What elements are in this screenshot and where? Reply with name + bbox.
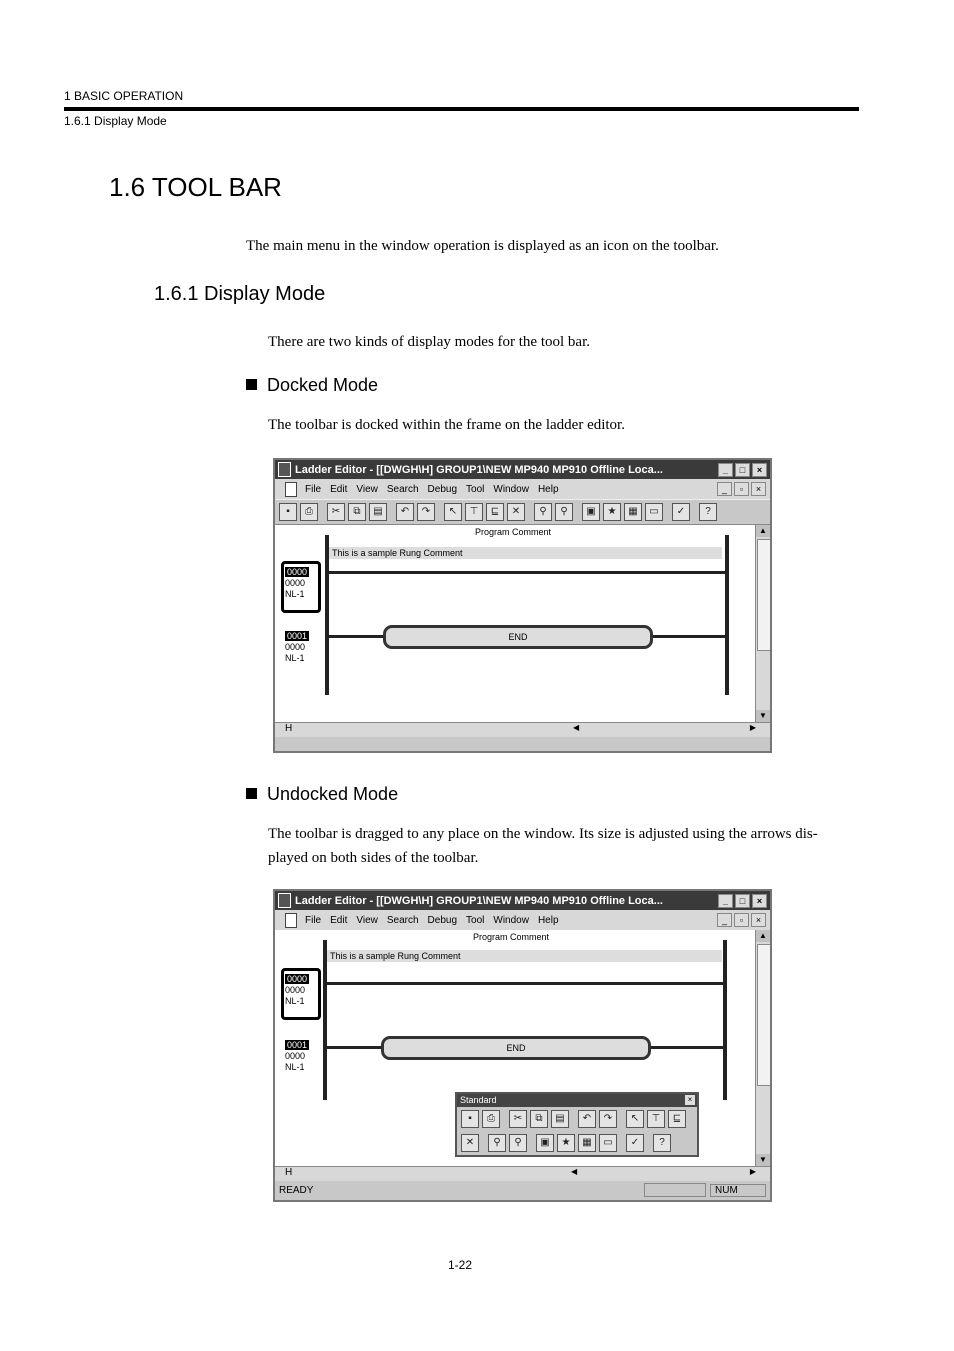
window-icon[interactable]: ▭: [599, 1134, 617, 1152]
scroll-down-icon[interactable]: ▼: [756, 710, 770, 722]
minimize-icon[interactable]: _: [718, 894, 733, 908]
scroll-left-icon[interactable]: ◀: [573, 723, 580, 732]
cut-icon[interactable]: ✂: [509, 1110, 527, 1128]
floating-toolbar-title[interactable]: Standard ×: [457, 1094, 697, 1107]
subsection-title: 1.6.1 Display Mode: [154, 283, 326, 305]
ladder-editor[interactable]: [275, 525, 770, 722]
menu-help[interactable]: Help: [537, 483, 559, 495]
program-comment: Program Comment: [473, 932, 550, 942]
insert-rung-icon[interactable]: ⊤: [465, 503, 483, 521]
menu-tool[interactable]: Tool: [466, 483, 485, 495]
star-icon[interactable]: ★: [557, 1134, 575, 1152]
replace-icon[interactable]: ⚲: [555, 503, 573, 521]
print-icon[interactable]: ⎙: [482, 1110, 500, 1128]
find-icon[interactable]: ⚲: [488, 1134, 506, 1152]
app-icon: [278, 462, 291, 477]
window-title: Ladder Editor - [[DWGH\H] GROUP1\NEW MP940 MP910 Offline Loca...: [295, 463, 663, 476]
page-title: 1.6 TOOL BAR: [109, 172, 282, 202]
copy-icon[interactable]: ⧉: [348, 503, 366, 521]
status-num: NUM: [710, 1184, 766, 1197]
redo-icon[interactable]: ↷: [599, 1110, 617, 1128]
menu-file[interactable]: File: [305, 483, 322, 495]
menu-debug[interactable]: Debug: [427, 483, 458, 495]
register-icon[interactable]: ▣: [582, 503, 600, 521]
running-header-section: 1.6.1 Display Mode: [64, 114, 167, 128]
header-rule: [64, 107, 859, 111]
status-bar: [275, 1181, 770, 1199]
subsection-paragraph: There are two kinds of display modes for the tool bar.: [268, 334, 591, 350]
menu-window[interactable]: Window: [493, 914, 529, 926]
status-ready: READY: [279, 1184, 314, 1196]
doc-minimize-icon[interactable]: _: [717, 913, 732, 927]
menu-view[interactable]: View: [356, 914, 378, 926]
left-power-rail: [325, 535, 329, 695]
undocked-heading: Undocked Mode: [246, 784, 398, 805]
rung-comment: This is a sample Rung Comment: [327, 950, 722, 962]
vertical-scrollbar[interactable]: [755, 525, 770, 722]
docked-heading: Docked Mode: [246, 375, 378, 396]
maximize-icon[interactable]: □: [735, 463, 750, 477]
save-icon[interactable]: ▪: [461, 1110, 479, 1128]
check-icon[interactable]: ✓: [672, 503, 690, 521]
pointer-icon[interactable]: ↖: [444, 503, 462, 521]
save-icon[interactable]: ▪: [279, 503, 297, 521]
undo-icon[interactable]: ↶: [396, 503, 414, 521]
scroll-thumb[interactable]: [757, 539, 771, 651]
copy-icon[interactable]: ⧉: [530, 1110, 548, 1128]
menu-search[interactable]: Search: [386, 483, 419, 495]
menu-edit[interactable]: Edit: [330, 483, 348, 495]
table-icon[interactable]: ▦: [624, 503, 642, 521]
bullet-icon: [246, 379, 257, 390]
help-icon[interactable]: ?: [653, 1134, 671, 1152]
menu-window[interactable]: Window: [493, 483, 529, 495]
program-comment: Program Comment: [475, 527, 552, 537]
close-icon[interactable]: ×: [752, 894, 767, 908]
print-icon[interactable]: ⎙: [300, 503, 318, 521]
rung0-labels: 0000 0000 NL-1: [285, 974, 308, 1006]
doc-close-icon[interactable]: ×: [751, 482, 766, 496]
close-icon[interactable]: ×: [752, 463, 767, 477]
docked-toolbar: [275, 499, 770, 525]
menu-view[interactable]: View: [356, 483, 378, 495]
end-instruction: END: [381, 1036, 651, 1060]
running-header-chapter: 1 BASIC OPERATION: [64, 89, 184, 103]
maximize-icon[interactable]: □: [735, 894, 750, 908]
scroll-left-icon[interactable]: ◀: [571, 1167, 578, 1176]
menu-help[interactable]: Help: [537, 914, 559, 926]
scroll-down-icon[interactable]: ▼: [756, 1154, 770, 1166]
doc-restore-icon[interactable]: ▫: [734, 913, 749, 927]
menu-file[interactable]: File: [305, 914, 322, 926]
right-power-rail: [725, 535, 729, 695]
rung1-labels: 0001 0000 NL-1: [285, 631, 308, 663]
title-bar: [275, 460, 770, 479]
minimize-icon[interactable]: _: [718, 463, 733, 477]
app-icon: [278, 893, 291, 908]
floating-toolbar[interactable]: [455, 1092, 699, 1157]
undo-icon[interactable]: ↶: [578, 1110, 596, 1128]
title-bar: [275, 891, 770, 910]
scroll-right-icon[interactable]: ▶: [749, 1167, 756, 1176]
document-icon: [285, 482, 297, 497]
redo-icon[interactable]: ↷: [417, 503, 435, 521]
left-power-rail: [323, 940, 327, 1100]
horizontal-scrollbar[interactable]: [275, 722, 770, 737]
star-icon[interactable]: ★: [603, 503, 621, 521]
scroll-up-icon[interactable]: ▲: [756, 930, 770, 942]
scroll-thumb[interactable]: [757, 944, 771, 1086]
status-panel: [644, 1183, 706, 1197]
cut-icon[interactable]: ✂: [327, 503, 345, 521]
register-icon[interactable]: ▣: [536, 1134, 554, 1152]
doc-close-icon[interactable]: ×: [751, 913, 766, 927]
pointer-icon[interactable]: ↖: [626, 1110, 644, 1128]
ladder-editor[interactable]: [275, 930, 770, 1166]
replace-icon[interactable]: ⚲: [509, 1134, 527, 1152]
scroll-right-icon[interactable]: ▶: [749, 723, 756, 732]
scroll-up-icon[interactable]: ▲: [756, 525, 770, 537]
bullet-icon: [246, 788, 257, 799]
sheet-tab[interactable]: H: [285, 723, 293, 734]
rung1-labels: 0001 0000 NL-1: [285, 1040, 308, 1072]
menu-edit[interactable]: Edit: [330, 914, 348, 926]
undocked-screenshot: [273, 889, 772, 1202]
docked-paragraph: The toolbar is docked within the frame on the ladder editor.: [268, 417, 625, 433]
floating-close-icon[interactable]: ×: [685, 1095, 695, 1105]
rung0-line: [327, 982, 723, 985]
window-title: Ladder Editor - [[DWGH\H] GROUP1\NEW MP940 MP910 Offline Loca...: [295, 894, 663, 907]
intro-paragraph: The main menu in the window operation is displayed as an icon on the toolbar.: [246, 238, 719, 254]
vertical-scrollbar[interactable]: [755, 930, 770, 1166]
menu-debug[interactable]: Debug: [427, 914, 458, 926]
doc-restore-icon[interactable]: ▫: [734, 482, 749, 496]
docked-screenshot: [273, 458, 772, 753]
insert-branch-icon[interactable]: ⊑: [668, 1110, 686, 1128]
undocked-paragraph-line2: played on both sides of the toolbar.: [268, 850, 479, 866]
undocked-paragraph-line1: The toolbar is dragged to any place on the window. Its size is adjusted using the arrows dis-: [268, 826, 818, 842]
table-icon[interactable]: ▦: [578, 1134, 596, 1152]
insert-branch-icon[interactable]: ⊑: [486, 503, 504, 521]
window-icon[interactable]: ▭: [645, 503, 663, 521]
menu-tool[interactable]: Tool: [466, 914, 485, 926]
menu-search[interactable]: Search: [386, 914, 419, 926]
delete-icon[interactable]: ✕: [507, 503, 525, 521]
end-instruction: END: [383, 625, 653, 649]
insert-rung-icon[interactable]: ⊤: [647, 1110, 665, 1128]
paste-icon[interactable]: ▤: [551, 1110, 569, 1128]
check-icon[interactable]: ✓: [626, 1134, 644, 1152]
paste-icon[interactable]: ▤: [369, 503, 387, 521]
find-icon[interactable]: ⚲: [534, 503, 552, 521]
right-power-rail: [723, 940, 727, 1100]
rung0-line: [329, 571, 725, 574]
document-icon: [285, 913, 297, 928]
delete-icon[interactable]: ✕: [461, 1134, 479, 1152]
doc-minimize-icon[interactable]: _: [717, 482, 732, 496]
menu-bar: [275, 910, 770, 930]
horizontal-scrollbar[interactable]: [275, 1166, 770, 1181]
sheet-tab[interactable]: H: [285, 1167, 293, 1178]
rung-comment: This is a sample Rung Comment: [329, 547, 722, 559]
menu-bar: [275, 479, 770, 499]
page-number: 1-22: [448, 1258, 473, 1272]
help-icon[interactable]: ?: [699, 503, 717, 521]
rung0-labels: 0000 0000 NL-1: [285, 567, 308, 599]
